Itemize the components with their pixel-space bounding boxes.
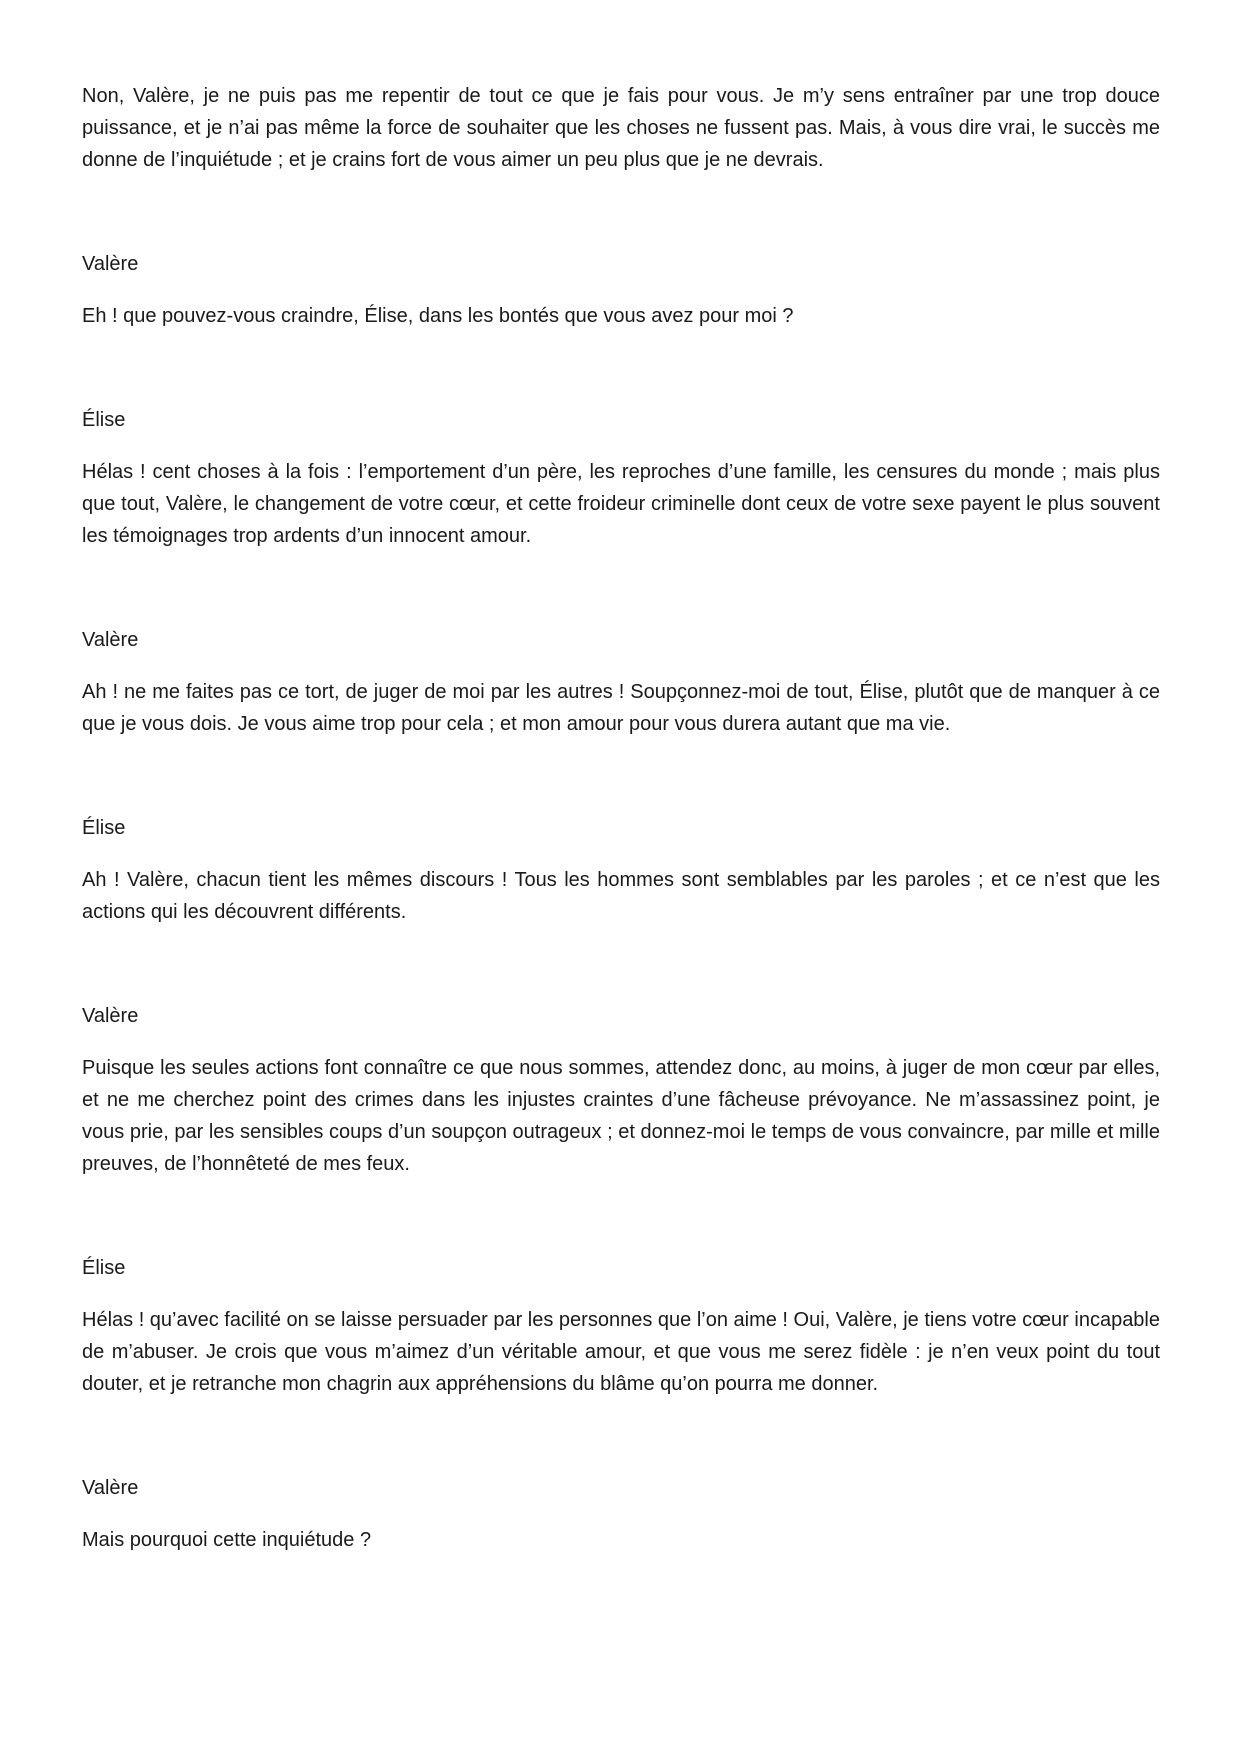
speaker-name: Valère bbox=[82, 1477, 139, 1499]
speech-paragraph: Eh ! que pouvez-vous craindre, Élise, dans les bontés que vous avez pour moi ? bbox=[82, 305, 794, 327]
speech-paragraph: Ah ! Valère, chacun tient les mêmes discours ! Tous les hommes sont semblables par les paroles ; et ce n’est que les actions qui les découvrent différents. bbox=[82, 869, 1160, 923]
speaker-name: Valère bbox=[82, 253, 139, 275]
speaker-name: Élise bbox=[82, 409, 126, 431]
speaker-name: Élise bbox=[82, 1257, 126, 1279]
speech-paragraph: Hélas ! qu’avec facilité on se laisse persuader par les personnes que l’on aime ! Oui, Valère, je tiens votre cœur incapable de m’abuser. Je crois que vous m’aimez d’un véritable amour, et que vous me serez fidèle : je n’en veux point du tout douter, et je retranche mon chagrin aux appréhensions du blâme qu’on pourra me donner. bbox=[82, 1309, 1160, 1395]
speaker-name: Valère bbox=[82, 629, 139, 651]
speech-paragraph: Mais pourquoi cette inquiétude ? bbox=[82, 1529, 372, 1551]
speech-paragraph: Puisque les seules actions font connaître ce que nous sommes, attendez donc, au moins, à juger de mon cœur par elles, et ne me cherchez point des crimes dans les injustes craintes d’une fâcheuse prévoyance. Ne m’assassinez point, je vous prie, par les sensibles coups d’un soupçon outrageux ; et donnez-moi le temps de vous convaincre, par mille et mille preuves, de l’honnêteté de mes feux. bbox=[82, 1057, 1160, 1175]
speech-paragraph: Non, Valère, je ne puis pas me repentir de tout ce que je fais pour vous. Je m’y sens entraîner par une trop douce puissance, et je n’ai pas même la force de souhaiter que les choses ne fussent pas. Mais, à vous dire vrai, le succès me donne de l’inquiétude ; et je crains fort de vous aimer un peu plus que je ne devrais. bbox=[82, 85, 1160, 171]
speaker-name: Valère bbox=[82, 1005, 139, 1027]
speech-paragraph: Ah ! ne me faites pas ce tort, de juger de moi par les autres ! Soupçonnez-moi de tout, Élise, plutôt que de manquer à ce que je vous dois. Je vous aime trop pour cela ; et mon amour pour vous durera autant que ma vie. bbox=[82, 681, 1160, 735]
speaker-name: Élise bbox=[82, 817, 126, 839]
document-page bbox=[82, 80, 1160, 1556]
speech-paragraph: Hélas ! cent choses à la fois : l’emportement d’un père, les reproches d’une famille, les censures du monde ; mais plus que tout, Valère, le changement de votre cœur, et cette froideur criminelle dont ceux de votre sexe payent le plus souvent les témoignages trop ardents d’un innocent amour. bbox=[82, 461, 1160, 547]
